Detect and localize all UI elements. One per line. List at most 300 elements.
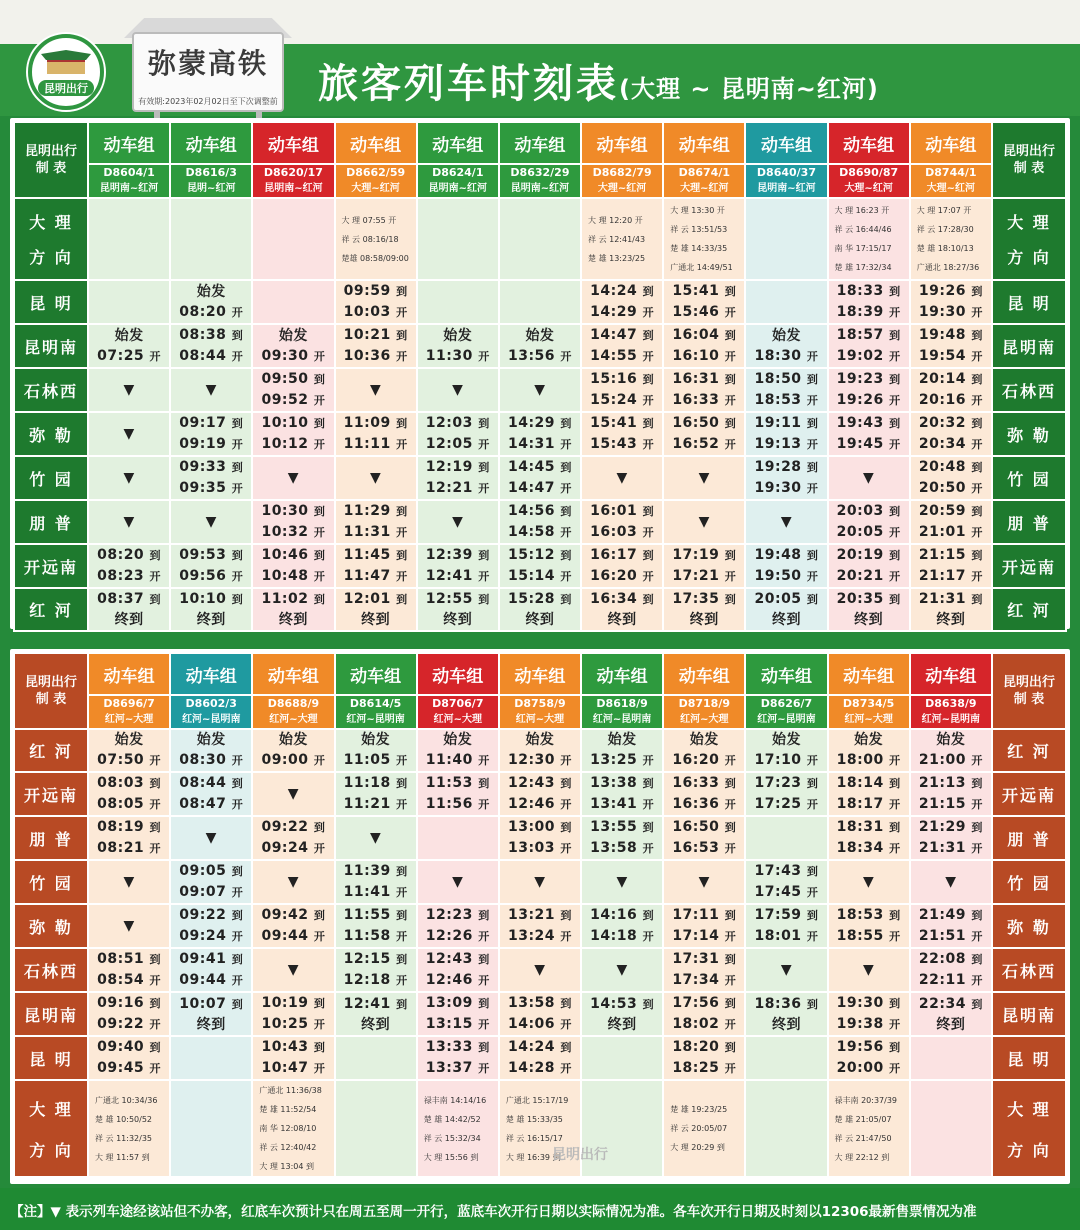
- train-route: 红河~大理: [515, 714, 565, 725]
- station-label: 昆明南: [15, 993, 87, 1035]
- station-label: 弥 勒: [15, 413, 87, 455]
- southbound-timetable: [10, 118, 1070, 629]
- time-cell: [171, 1081, 251, 1176]
- station-label: 大 理 方 向: [993, 1081, 1065, 1176]
- time-cell: 16:50 到 16:52 开: [664, 413, 744, 455]
- train-number-cell: [911, 165, 991, 197]
- time-cell: [746, 817, 826, 859]
- station-label: 红 河: [993, 730, 1065, 771]
- pass-through-icon: ▼: [89, 457, 169, 499]
- time-cell: [746, 199, 826, 279]
- time-cell: 19:11 到 19:13 开: [746, 413, 826, 455]
- train-route: 昆明南~红河: [428, 183, 487, 194]
- time-cell: 始发 12:30 开: [500, 730, 580, 771]
- time-cell: [418, 817, 498, 859]
- time-cell: 始发 08:30 开: [171, 730, 251, 771]
- time-cell: 09:59 到 10:03 开: [336, 281, 416, 323]
- station-label: 石林西: [15, 369, 87, 411]
- pass-through-icon: ▼: [336, 457, 416, 499]
- station-row: [15, 413, 1065, 455]
- time-cell: 11:29 到 11:31 开: [336, 501, 416, 543]
- time-cell: 20:19 到 20:21 开: [829, 545, 909, 587]
- time-cell: 14:24 到 14:28 开: [500, 1037, 580, 1079]
- time-cell: 11:53 到 11:56 开: [418, 773, 498, 815]
- station-row: [15, 325, 1065, 367]
- train-route: 红河~大理: [269, 714, 318, 725]
- train-route: 昆明南~红河: [510, 183, 570, 194]
- time-cell: 19:48 到 19:54 开: [911, 325, 991, 367]
- time-cell: 16:34 到 终到: [582, 589, 662, 630]
- time-cell: 12:43 到 12:46 开: [418, 949, 498, 991]
- train-number: D8696/7: [103, 697, 155, 710]
- train-type: 动车组: [336, 654, 416, 694]
- corner-label: 昆明出行 制 表: [993, 123, 1065, 197]
- train-route: 昆明南~红河: [99, 183, 159, 194]
- time-cell: 19:23 到 19:26 开: [829, 369, 909, 411]
- train-number-cell: [664, 696, 744, 728]
- time-cell: 21:31 到 终到: [911, 589, 991, 630]
- time-cell: 14:16 到 14:18 开: [582, 905, 662, 947]
- pass-through-icon: ▼: [171, 501, 251, 543]
- station-label: 昆 明: [993, 281, 1065, 323]
- connection-times: 楚 雄 19:23/25 祥 云 20:05/07 大 理 20:29 到: [664, 1081, 744, 1176]
- train-route: 红河~昆明南: [921, 714, 981, 725]
- train-route: 大理~红河: [351, 183, 400, 194]
- train-type: 动车组: [171, 123, 251, 163]
- station-row: [15, 905, 1065, 947]
- train-route: 大理~红河: [926, 183, 976, 194]
- station-label: 红 河: [993, 589, 1065, 630]
- time-cell: [746, 1081, 826, 1176]
- station-label: 石林西: [993, 369, 1065, 411]
- time-cell: 09:17 到 09:19 开: [171, 413, 251, 455]
- pass-through-icon: ▼: [171, 369, 251, 411]
- pass-through-icon: ▼: [664, 861, 744, 903]
- pass-through-icon: ▼: [89, 905, 169, 947]
- train-number: D8604/1: [103, 166, 155, 179]
- time-cell: 12:39 到 12:41 开: [418, 545, 498, 587]
- station-row: [15, 369, 1065, 411]
- train-number-cell: [253, 165, 333, 197]
- train-number-cell: [582, 696, 662, 728]
- station-label: 竹 园: [15, 861, 87, 903]
- pass-through-icon: ▼: [582, 949, 662, 991]
- page-title-main: 旅客列车时刻表: [318, 61, 619, 107]
- footnote: 【注】▼ 表示列车途经该站但不办客，红底车次预计只在周五至周一开行，蓝底车次开行日期以实际情况为准。各车次开行日期及时刻以12306最新售票情况为准: [0, 1188, 1080, 1230]
- time-cell: [171, 199, 251, 279]
- time-cell: 19:48 到 19:50 开: [746, 545, 826, 587]
- station-label: 朋 普: [15, 501, 87, 543]
- time-cell: [418, 199, 498, 279]
- time-cell: 10:46 到 10:48 开: [253, 545, 333, 587]
- train-type: 动车组: [664, 123, 744, 163]
- pass-through-icon: ▼: [253, 457, 333, 499]
- time-cell: 15:12 到 15:14 开: [500, 545, 580, 587]
- connection-times: 大 理 16:23 开 祥 云 16:44/46 南 华 17:15/17 楚 雄 17:32/34: [829, 199, 909, 279]
- station-label: 弥 勒: [993, 413, 1065, 455]
- train-type: 动车组: [911, 123, 991, 163]
- time-cell: 17:19 到 17:21 开: [664, 545, 744, 587]
- pass-through-icon: ▼: [418, 501, 498, 543]
- time-cell: 10:10 到 10:12 开: [253, 413, 333, 455]
- time-cell: [253, 199, 333, 279]
- time-cell: 20:48 到 20:50 开: [911, 457, 991, 499]
- pass-through-icon: ▼: [829, 457, 909, 499]
- time-cell: 12:43 到 12:46 开: [500, 773, 580, 815]
- train-number-cell: [336, 165, 416, 197]
- time-cell: [89, 281, 169, 323]
- train-number: D8690/87: [839, 166, 899, 179]
- time-cell: 21:15 到 21:17 开: [911, 545, 991, 587]
- time-cell: 15:28 到 终到: [500, 589, 580, 630]
- train-number-cell: [746, 165, 826, 197]
- time-cell: [418, 281, 498, 323]
- time-cell: 18:31 到 18:34 开: [829, 817, 909, 859]
- pass-through-icon: ▼: [418, 369, 498, 411]
- pass-through-icon: ▼: [500, 369, 580, 411]
- station-label: 昆明南: [993, 993, 1065, 1035]
- station-label: 弥 勒: [993, 905, 1065, 947]
- time-cell: 10:10 到 终到: [171, 589, 251, 630]
- time-cell: 16:50 到 16:53 开: [664, 817, 744, 859]
- pass-through-icon: ▼: [89, 501, 169, 543]
- time-cell: 始发 17:10 开: [746, 730, 826, 771]
- station-label: 开远南: [993, 545, 1065, 587]
- time-cell: 11:45 到 11:47 开: [336, 545, 416, 587]
- pass-through-icon: ▼: [664, 501, 744, 543]
- time-cell: 20:32 到 20:34 开: [911, 413, 991, 455]
- pass-through-icon: ▼: [746, 501, 826, 543]
- pass-through-icon: ▼: [336, 817, 416, 859]
- time-cell: [746, 281, 826, 323]
- time-cell: 13:00 到 13:03 开: [500, 817, 580, 859]
- station-label: 大 理 方 向: [15, 199, 87, 279]
- train-number: D8734/5: [842, 697, 895, 710]
- train-type: 动车组: [829, 123, 909, 163]
- time-cell: [582, 1081, 662, 1176]
- station-label: 昆 明: [15, 1037, 87, 1079]
- watermark: 昆明出行: [552, 1147, 608, 1163]
- train-route: 红河~昆明南: [592, 714, 652, 725]
- train-number: D8616/3: [185, 166, 237, 179]
- time-cell: 09:42 到 09:44 开: [253, 905, 333, 947]
- time-cell: 18:33 到 18:39 开: [829, 281, 909, 323]
- station-label: 昆明南: [993, 325, 1065, 367]
- station-row: [15, 817, 1065, 859]
- station-row: [15, 589, 1065, 630]
- station-label: 开远南: [15, 773, 87, 815]
- train-type: 动车组: [336, 123, 416, 163]
- station-label: 竹 园: [15, 457, 87, 499]
- connection-times: 大 理 07:55 开 祥 云 08:16/18 楚雄 08:58/09:00: [336, 199, 416, 279]
- train-number: D8614/5: [349, 697, 402, 710]
- pass-through-icon: ▼: [171, 817, 251, 859]
- validity-note: 有效期:2023年02月02日至下次调整前: [138, 97, 278, 106]
- pass-through-icon: ▼: [582, 861, 662, 903]
- train-number: D8706/7: [432, 697, 484, 710]
- station-label: 开远南: [15, 545, 87, 587]
- time-cell: 15:41 到 15:46 开: [664, 281, 744, 323]
- pass-through-icon: ▼: [746, 949, 826, 991]
- train-type: 动车组: [89, 654, 169, 694]
- time-cell: 17:11 到 17:14 开: [664, 905, 744, 947]
- time-cell: [911, 1037, 991, 1079]
- time-cell: 20:05 到 终到: [746, 589, 826, 630]
- time-cell: 始发 13:56 开: [500, 325, 580, 367]
- time-cell: 13:55 到 13:58 开: [582, 817, 662, 859]
- time-cell: 20:03 到 20:05 开: [829, 501, 909, 543]
- time-cell: 11:09 到 11:11 开: [336, 413, 416, 455]
- train-number-cell: [336, 696, 416, 728]
- train-number: D8682/79: [592, 166, 652, 179]
- time-cell: [336, 1037, 416, 1079]
- time-cell: 11:55 到 11:58 开: [336, 905, 416, 947]
- station-row: [15, 993, 1065, 1035]
- train-number-cell: [253, 696, 333, 728]
- time-cell: 始发 09:30 开: [253, 325, 333, 367]
- logo-text: 昆明出行: [38, 80, 94, 96]
- time-cell: 09:22 到 09:24 开: [253, 817, 333, 859]
- station-label: 石林西: [993, 949, 1065, 991]
- time-cell: 14:56 到 14:58 开: [500, 501, 580, 543]
- time-cell: 始发 07:50 开: [89, 730, 169, 771]
- train-number: D8662/59: [346, 166, 406, 179]
- time-cell: 12:15 到 12:18 开: [336, 949, 416, 991]
- time-cell: 15:41 到 15:43 开: [582, 413, 662, 455]
- time-cell: 10:30 到 10:32 开: [253, 501, 333, 543]
- connection-times: 禄丰南 14:14/16 楚 雄 14:42/52 祥 云 15:32/34 大 理 15:56 到: [418, 1081, 498, 1176]
- time-cell: 14:24 到 14:29 开: [582, 281, 662, 323]
- connection-times: 大 理 13:30 开 祥 云 13:51/53 楚 雄 14:33/35 广通北 14:49/51: [664, 199, 744, 279]
- connection-times: 广通北 10:34/36 楚 雄 10:50/52 祥 云 11:32/35 大 理 11:57 到: [89, 1081, 169, 1176]
- station-label: 朋 普: [993, 501, 1065, 543]
- time-cell: 11:18 到 11:21 开: [336, 773, 416, 815]
- station-label: 红 河: [15, 730, 87, 771]
- time-cell: 17:43 到 17:45 开: [746, 861, 826, 903]
- train-route: 红河~昆明南: [182, 714, 241, 725]
- page-title: [318, 52, 879, 109]
- train-number: D8758/9: [514, 697, 566, 710]
- train-number-cell: [829, 165, 909, 197]
- time-cell: 09:22 到 09:24 开: [171, 905, 251, 947]
- train-number: D8624/1: [432, 166, 484, 179]
- station-label: 开远南: [993, 773, 1065, 815]
- train-type: 动车组: [664, 654, 744, 694]
- time-cell: 09:33 到 09:35 开: [171, 457, 251, 499]
- train-number: D8718/9: [678, 697, 730, 710]
- station-label: 昆明南: [15, 325, 87, 367]
- page-title-route: (大理 ~ 昆明南~红河): [619, 75, 879, 103]
- time-cell: 09:41 到 09:44 开: [171, 949, 251, 991]
- train-route: 昆明~红河: [187, 183, 236, 194]
- time-cell: 19:43 到 19:45 开: [829, 413, 909, 455]
- time-cell: 始发 21:00 开: [911, 730, 991, 771]
- line-signpost: [124, 18, 292, 118]
- time-cell: 13:33 到 13:37 开: [418, 1037, 498, 1079]
- station-row: [15, 730, 1065, 771]
- time-cell: 16:17 到 16:20 开: [582, 545, 662, 587]
- train-type: 动车组: [746, 123, 826, 163]
- time-cell: 18:57 到 19:02 开: [829, 325, 909, 367]
- train-number: D8688/9: [267, 697, 320, 710]
- time-cell: 09:16 到 09:22 开: [89, 993, 169, 1035]
- pass-through-icon: ▼: [500, 861, 580, 903]
- time-cell: 12:19 到 12:21 开: [418, 457, 498, 499]
- train-type: 动车组: [253, 654, 333, 694]
- train-type: 动车组: [746, 654, 826, 694]
- train-number-cell: [664, 165, 744, 197]
- time-cell: 18:14 到 18:17 开: [829, 773, 909, 815]
- time-cell: 08:51 到 08:54 开: [89, 949, 169, 991]
- train-type: 动车组: [500, 654, 580, 694]
- time-cell: 12:23 到 12:26 开: [418, 905, 498, 947]
- time-cell: 17:56 到 18:02 开: [664, 993, 744, 1035]
- time-cell: 19:56 到 20:00 开: [829, 1037, 909, 1079]
- train-type: 动车组: [89, 123, 169, 163]
- time-cell: 18:36 到 终到: [746, 993, 826, 1035]
- train-number: D8674/1: [678, 166, 730, 179]
- time-cell: 始发 16:20 开: [664, 730, 744, 771]
- station-label: 昆 明: [15, 281, 87, 323]
- time-cell: 始发 09:00 开: [253, 730, 333, 771]
- train-type: 动车组: [911, 654, 991, 694]
- connection-times: 大 理 17:07 开 祥 云 17:28/30 楚 雄 18:10/13 广通北 18:27/36: [911, 199, 991, 279]
- pass-through-icon: ▼: [418, 861, 498, 903]
- pass-through-icon: ▼: [582, 457, 662, 499]
- train-number: D8618/9: [596, 697, 648, 710]
- train-route: 红河~大理: [433, 714, 482, 725]
- train-number-cell: [89, 696, 169, 728]
- station-label: 石林西: [15, 949, 87, 991]
- station-row: [15, 1037, 1065, 1079]
- station-label: 竹 园: [993, 457, 1065, 499]
- train-type: 动车组: [829, 654, 909, 694]
- time-cell: 10:07 到 终到: [171, 993, 251, 1035]
- train-type: 动车组: [500, 123, 580, 163]
- time-cell: 10:43 到 10:47 开: [253, 1037, 333, 1079]
- train-number-cell: [89, 165, 169, 197]
- time-cell: 21:49 到 21:51 开: [911, 905, 991, 947]
- time-cell: 13:38 到 13:41 开: [582, 773, 662, 815]
- time-cell: 08:20 到 08:23 开: [89, 545, 169, 587]
- train-number: D8632/29: [510, 166, 570, 179]
- time-cell: [89, 199, 169, 279]
- time-cell: 18:20 到 18:25 开: [664, 1037, 744, 1079]
- pass-through-icon: ▼: [253, 949, 333, 991]
- train-number-cell: [500, 165, 580, 197]
- time-cell: 20:35 到 终到: [829, 589, 909, 630]
- train-number-cell: [171, 696, 251, 728]
- pass-through-icon: ▼: [500, 949, 580, 991]
- train-number: D8626/7: [760, 697, 813, 710]
- time-cell: 11:02 到 终到: [253, 589, 333, 630]
- time-cell: 11:39 到 11:41 开: [336, 861, 416, 903]
- train-route: 昆明南~红河: [757, 183, 816, 194]
- time-cell: 18:50 到 18:53 开: [746, 369, 826, 411]
- station-row: [15, 501, 1065, 543]
- time-cell: [500, 281, 580, 323]
- pass-through-icon: ▼: [911, 861, 991, 903]
- corner-label: 昆明出行 制 表: [15, 123, 87, 197]
- train-route: 大理~红河: [844, 183, 893, 194]
- time-cell: 13:58 到 14:06 开: [500, 993, 580, 1035]
- building-icon: [37, 48, 95, 78]
- train-route: 红河~昆明南: [757, 714, 816, 725]
- time-cell: 始发 11:05 开: [336, 730, 416, 771]
- train-number-cell: [746, 696, 826, 728]
- time-cell: 16:31 到 16:33 开: [664, 369, 744, 411]
- time-cell: 12:03 到 12:05 开: [418, 413, 498, 455]
- train-number: D8620/17: [263, 166, 323, 179]
- time-cell: 19:28 到 19:30 开: [746, 457, 826, 499]
- train-type: 动车组: [418, 123, 498, 163]
- train-route: 大理~红河: [680, 183, 729, 194]
- time-cell: 22:34 到 终到: [911, 993, 991, 1035]
- train-route: 红河~大理: [104, 714, 154, 725]
- time-cell: 14:47 到 14:55 开: [582, 325, 662, 367]
- station-row: [15, 949, 1065, 991]
- train-number-cell: [171, 165, 251, 197]
- time-cell: 13:21 到 13:24 开: [500, 905, 580, 947]
- train-number-cell: [582, 165, 662, 197]
- time-cell: 18:53 到 18:55 开: [829, 905, 909, 947]
- kunming-logo: [28, 34, 104, 110]
- station-row: [15, 861, 1065, 903]
- train-number: D8638/9: [925, 697, 977, 710]
- train-number-cell: [418, 696, 498, 728]
- time-cell: 08:03 到 08:05 开: [89, 773, 169, 815]
- time-cell: 19:30 到 19:38 开: [829, 993, 909, 1035]
- time-cell: 09:53 到 09:56 开: [171, 545, 251, 587]
- station-label: 朋 普: [993, 817, 1065, 859]
- time-cell: 15:16 到 15:24 开: [582, 369, 662, 411]
- time-cell: 始发 18:30 开: [746, 325, 826, 367]
- time-cell: 21:29 到 21:31 开: [911, 817, 991, 859]
- train-number: D8602/3: [185, 697, 237, 710]
- time-cell: 始发 13:25 开: [582, 730, 662, 771]
- train-type: 动车组: [418, 654, 498, 694]
- train-type: 动车组: [582, 123, 662, 163]
- time-cell: 16:33 到 16:36 开: [664, 773, 744, 815]
- station-label: 红 河: [15, 589, 87, 630]
- train-type: 动车组: [253, 123, 333, 163]
- train-number-cell: [911, 696, 991, 728]
- pass-through-icon: ▼: [336, 369, 416, 411]
- station-row: [15, 281, 1065, 323]
- station-row: [15, 545, 1065, 587]
- time-cell: 16:01 到 16:03 开: [582, 501, 662, 543]
- train-type: 动车组: [171, 654, 251, 694]
- pass-through-icon: ▼: [829, 861, 909, 903]
- connection-times: 广通北 11:36/38 楚 雄 11:52/54 南 华 12:08/10 祥 云 12:40/42 大 理 13:04 到: [253, 1081, 333, 1176]
- train-number-cell: [500, 696, 580, 728]
- time-cell: 09:40 到 09:45 开: [89, 1037, 169, 1079]
- pass-through-icon: ▼: [89, 861, 169, 903]
- train-route: 大理~红河: [597, 183, 647, 194]
- train-route: 昆明南~红河: [264, 183, 323, 194]
- train-route: 红河~大理: [680, 714, 729, 725]
- train-type: 动车组: [582, 654, 662, 694]
- time-cell: 13:09 到 13:15 开: [418, 993, 498, 1035]
- time-cell: 10:19 到 10:25 开: [253, 993, 333, 1035]
- train-number-cell: [829, 696, 909, 728]
- line-name: 弥蒙高铁: [147, 47, 268, 80]
- time-cell: [253, 281, 333, 323]
- time-cell: 始发 11:40 开: [418, 730, 498, 771]
- station-row: [15, 199, 1065, 279]
- time-cell: [911, 1081, 991, 1176]
- timetable-grid: [13, 652, 1067, 1178]
